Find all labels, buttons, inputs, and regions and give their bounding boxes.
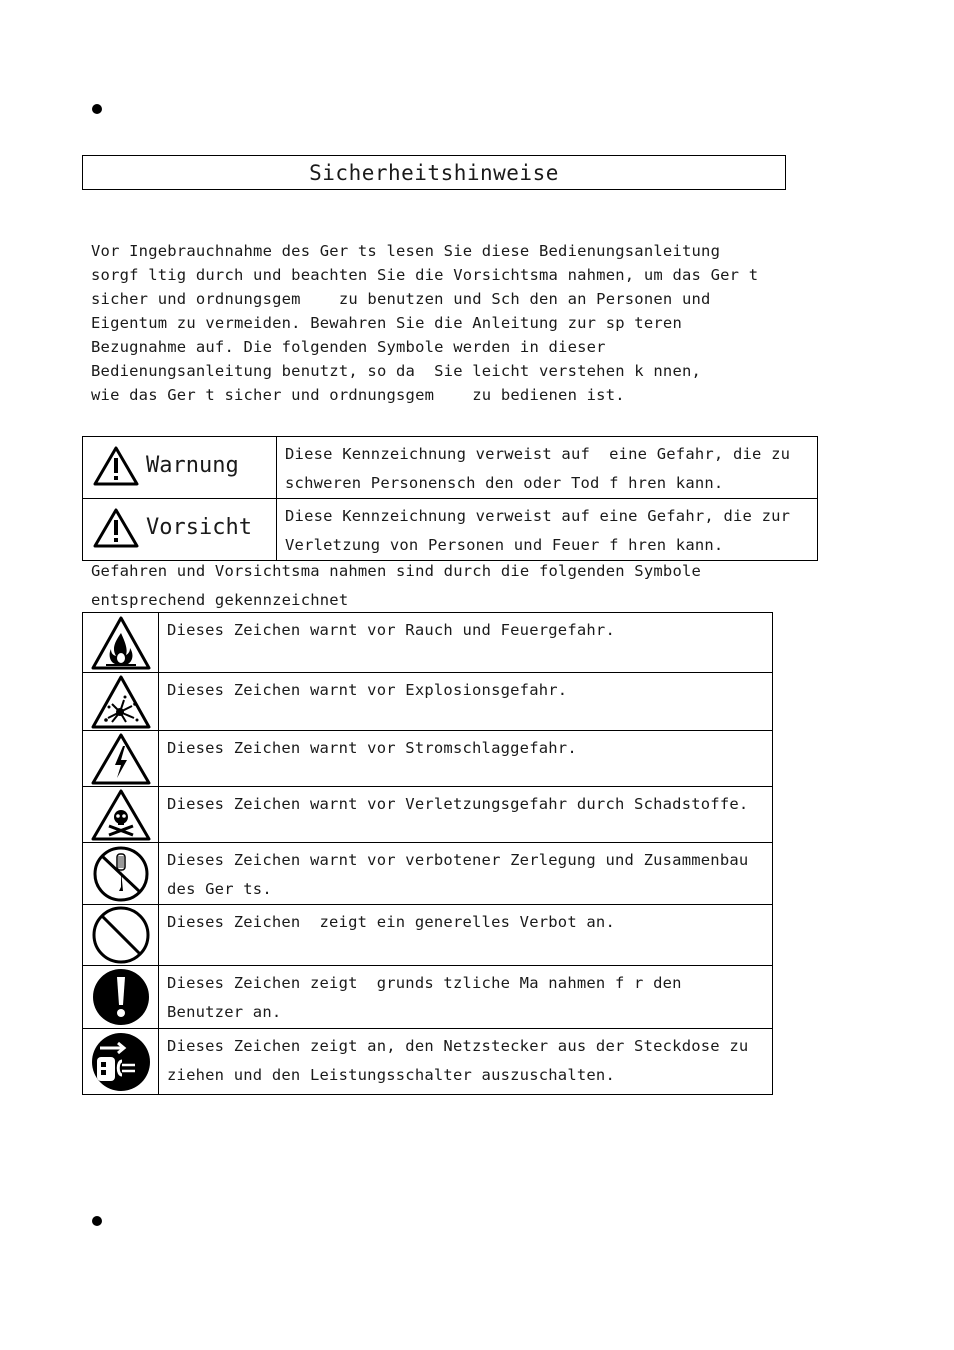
legend-row-warning — [83, 437, 818, 499]
mandatory-action-icon — [90, 967, 152, 1027]
icon-cell — [83, 905, 159, 966]
section-title-text: Sicherheitshinweise — [309, 160, 559, 185]
legend-row-caution — [83, 499, 818, 561]
table-row — [83, 731, 773, 787]
legend-description — [277, 499, 818, 561]
explosion-hazard-icon — [90, 674, 152, 730]
icon-cell — [83, 731, 159, 787]
signal-word-table — [82, 436, 818, 561]
intro-line: Eigentum zu vermeiden. Bewahren Sie die Anleitung zur sp teren — [91, 314, 682, 332]
sign-line: Dieses Zeichen warnt vor Rauch und Feuergefahr. — [167, 621, 615, 639]
icon-cell — [83, 966, 159, 1029]
legend-label-warning: Warnung — [146, 453, 239, 478]
sign-description — [159, 966, 773, 1029]
fire-hazard-icon — [90, 615, 152, 671]
table-row — [83, 905, 773, 966]
legend-label-caution: Vorsicht — [146, 515, 252, 540]
sign-description — [159, 1029, 773, 1095]
table-row — [83, 1029, 773, 1095]
icon-cell — [83, 613, 159, 673]
electric-shock-icon — [90, 732, 152, 786]
intro-line: Bedienungsanleitung benutzt, so da Sie leicht verstehen k nnen, — [91, 362, 702, 380]
unplug-icon — [90, 1031, 152, 1093]
legend-line: schweren Personensch den oder Tod f hren kann. — [285, 474, 724, 492]
sign-line: Dieses Zeichen warnt vor Verletzungsgefahr durch Schadstoffe. — [167, 795, 749, 813]
table-row — [83, 613, 773, 673]
intro-paragraph — [91, 239, 791, 407]
legend-line: Diese Kennzeichnung verweist auf eine Gefahr, die zur — [285, 507, 791, 525]
caption-line: Gefahren und Vorsichtsma nahmen sind durch die folgenden Symbole — [91, 562, 702, 580]
bullet-mark — [92, 1216, 102, 1226]
caption-line: entsprechend gekennzeichnet — [91, 591, 349, 609]
caution-triangle-icon — [92, 507, 140, 549]
icon-cell — [83, 673, 159, 731]
intro-line: sicher und ordnungsgem zu benutzen und Sch den an Personen und — [91, 290, 711, 308]
legend-symbol-cell — [83, 437, 277, 499]
table-row — [83, 966, 773, 1029]
intro-line: wie das Ger t sicher und ordnungsgem zu bedienen ist. — [91, 386, 625, 404]
sign-description — [159, 905, 773, 966]
sign-line: Benutzer an. — [167, 1003, 282, 1021]
sign-description — [159, 673, 773, 731]
intro-line: Bezugnahme auf. Die folgenden Symbole werden in dieser — [91, 338, 606, 356]
sign-line: Dieses Zeichen warnt vor Explosionsgefahr. — [167, 681, 568, 699]
sign-line: Dieses Zeichen zeigt grunds tzliche Ma nahmen f r den — [167, 974, 682, 992]
sign-line: Dieses Zeichen zeigt an, den Netzstecker aus der Steckdose zu — [167, 1037, 749, 1055]
sign-description — [159, 731, 773, 787]
icon-cell — [83, 787, 159, 843]
intro-line: Vor Ingebrauchnahme des Ger ts lesen Sie diese Bedienungsanleitung — [91, 242, 721, 260]
icon-cell — [83, 1029, 159, 1095]
sign-description — [159, 613, 773, 673]
warning-triangle-icon — [92, 445, 140, 487]
table-row — [83, 787, 773, 843]
sign-description — [159, 843, 773, 905]
legend-symbol-cell — [83, 499, 277, 561]
symbols-caption — [91, 557, 791, 615]
sign-line: Dieses Zeichen warnt vor verbotener Zerlegung und Zusammenbau — [167, 851, 749, 869]
toxic-substance-icon — [90, 788, 152, 842]
sign-line: des Ger ts. — [167, 880, 272, 898]
sign-line: Dieses Zeichen warnt vor Stromschlaggefahr. — [167, 739, 577, 757]
prohibition-icon — [90, 905, 152, 965]
bullet-mark — [92, 104, 102, 114]
sign-line: Dieses Zeichen zeigt ein generelles Verbot an. — [167, 913, 615, 931]
section-title — [82, 155, 786, 190]
legend-line: Verletzung von Personen und Feuer f hren kann. — [285, 536, 724, 554]
intro-line: sorgf ltig durch und beachten Sie die Vorsichtsma nahmen, um das Ger t — [91, 266, 759, 284]
legend-line: Diese Kennzeichnung verweist auf eine Gefahr, die zu — [285, 445, 791, 463]
hazard-symbols-table — [82, 612, 773, 1095]
sign-line: ziehen und den Leistungsschalter auszuschalten. — [167, 1066, 615, 1084]
legend-description — [277, 437, 818, 499]
sign-description — [159, 787, 773, 843]
no-disassembly-icon — [90, 845, 152, 903]
icon-cell — [83, 843, 159, 905]
table-row — [83, 843, 773, 905]
table-row — [83, 673, 773, 731]
